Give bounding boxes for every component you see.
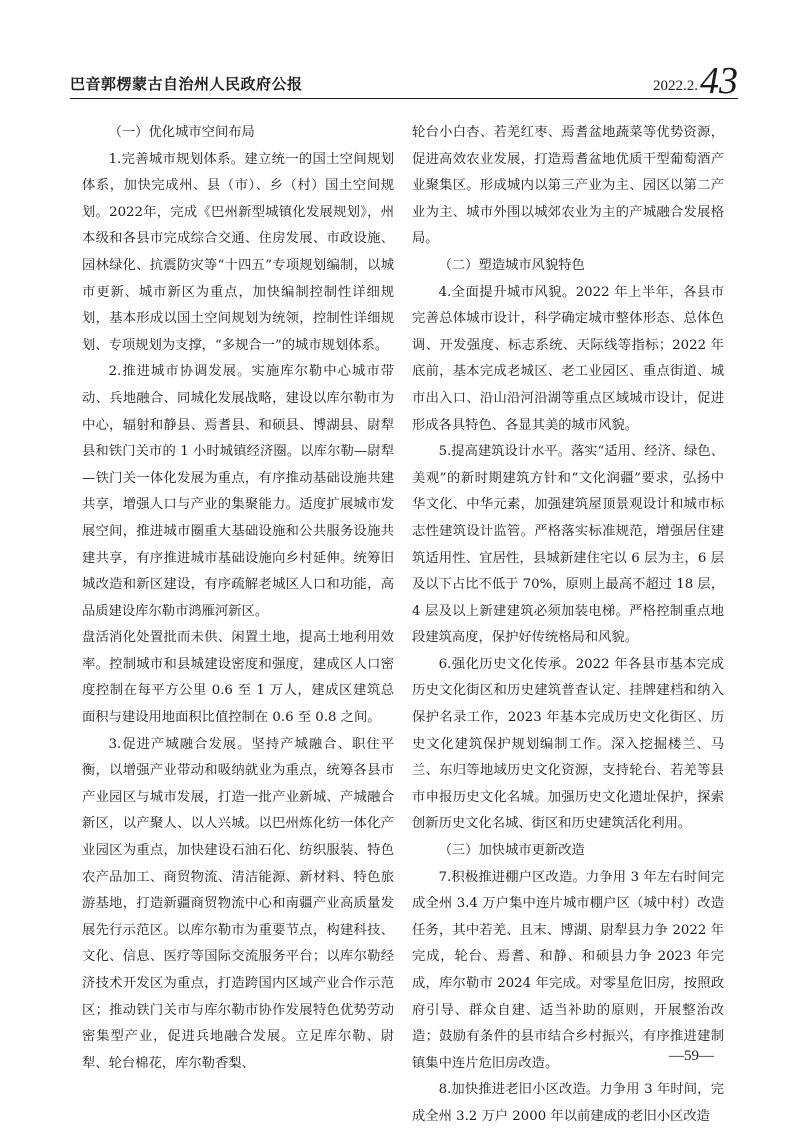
gazette-title: 巴音郭楞蒙古自治州人民政府公报 — [70, 75, 303, 93]
paragraph: 盘活消化处置批而未供、闲置土地，提高土地利用效率。控制城市和县城建设密度和强度，建成区人口密度控制在每平方公里 0.6 至 1 万人，建成区建筑总面积与建设用地面积比值控制在 0.6 至 0.8 之间。 — [82, 630, 394, 726]
section-heading: （三）加快城市更新改造 — [438, 843, 585, 859]
page-footer — [0, 1048, 790, 1072]
paragraph: 2.推进城市协调发展。实施库尔勒中心城市带动、兵地融合、同城化发展战略，建设以库尔勒市为中心，辐射和静县、焉耆县、和硕县、博湖县、尉犁县和铁门关市的 1 小时城镇经济圈。以库尔勒—尉犁—铁门关一体化发展为重点，有序推动基础设施共建共享，增强人口与产业的集聚能力。适度扩展城市发展空间，推进城市圈重大基础设施和公共服务设施共建共享，有序推进城市基础设施向乡村延伸。统筹旧城改造和新区建设，有序疏解老城区人口和功能，高品质建设库尔勒市鸿雁河新区。 — [82, 364, 394, 619]
paragraph: 7.积极推进棚户区改造。力争用 3 年左右时间完成全州 3.4 万户集中连片城市棚户区（城中村）改造任务，其中若羌、且末、博湖、尉犁县力争 2022 年完成，轮台、焉耆、和静、和硕县力争 2023 年完成，库尔勒市 2024 年完成。对零星危旧房，按照政府引导、群众自建、适当补助的原则，开展整治改造；鼓励有条件的县市结合乡村振兴，有序推进建制镇集中连片危旧房改造。 — [412, 869, 724, 1071]
paragraph: 6.强化历史文化传承。2022 年各县市基本完成历史文化街区和历史建筑普查认定、挂牌建档和纳入保护名录工作，2023 年基本完成历史文化街区、历史文化建筑保护规划编制工作。深入挖掘楼兰、马兰、东归等地域历史文化资源，支持轮台、若羌等县市申报历史文化名城。加强历史文化遗址保护，探索创新历史文化名城、街区和历史建筑活化利用。 — [412, 656, 724, 832]
issue-date: 2022.2. — [653, 78, 698, 94]
page-number: —59— — [669, 1048, 714, 1064]
paragraph: 轮台小白杏、若羌红枣、焉耆盆地蔬菜等优势资源，促进高效农业发展，打造焉耆盆地优质干型葡萄酒产业聚集区。形成城内以第三产业为主、园区以第二产业为主、城市外围以城郊农业为主的产城融合发展格局。 — [412, 125, 724, 247]
right-column — [412, 120, 724, 1131]
paragraph: 5.提高建筑设计水平。落实“适用、经济、绿色、美观”的新时期建筑方针和“文化润疆”要求，弘扬中华文化、中华元素，加强建筑屋顶景观设计和城市标志性建筑设计监管。严格落实标准规范，增强居住建筑适用性、宜居性，县城新建住宅以 6 层为主，6 层及以下占比不低于 70%，原则上最高不超过 18 层，4 层及以上新建建筑必须加装电梯。严格控制重点地段建筑高度，保护好传统格局和风貌。 — [412, 444, 725, 646]
header-divider — [70, 98, 738, 99]
section-heading: （一）优化城市空间布局 — [108, 125, 255, 140]
paragraph: 3.促进产城融合发展。坚持产城融合、职住平衡，以增强产业带动和吸纳就业为重点，统筹各县市产业园区与城市发展，打造一批产业新城、产城融合新区，以产聚人、以人兴城。以巴州炼化纺一体化产业园区为重点，加快建设石油石化、纺织服装、特色农产品加工、商贸物流、清洁能源、新材料、特色旅游基地，打造新疆商贸物流中心和南疆产业高质量发展先行示范区。以库尔勒市为重要节点，构建科技、文化、信息、医疗等国际交流服务平台；以库尔勒经济技术开发区为重点，打造跨国内区域产业合作示范区；推动铁门关市与库尔勒市协作发展特色优势劳动密集型产业，促进兵地融合发展。立足库尔勒、尉犁、轮台棉花，库尔勒香梨、 — [82, 736, 394, 1071]
issue-number: 43 — [700, 60, 738, 102]
section-heading: （二）塑造城市风貌特色 — [438, 257, 585, 273]
paragraph: 4.全面提升城市风貌。2022 年上半年，各县市完善总体城市设计，科学确定城市整体形态、总体色调、开发强度、标志系统、天际线等指标；2022 年底前，基本完成老城区、老工业园区、重点街道、城市出入口、沿山沿河沿湖等重点区域城市设计，促进形成各具特色、各显其美的城市风貌。 — [412, 284, 724, 433]
left-column — [82, 120, 394, 1077]
page-header — [70, 58, 738, 102]
paragraph: 1.完善城市规划体系。建立统一的国土空间规划体系，加快完成州、县（市）、乡（村）国土空间规划。2022年，完成《巴州新型城镇化发展规划》，州本级和各县市完成综合交通、住房发展、市政设施、园林绿化、抗震防灾等“十四五”专项规划编制，以城市更新、城市新区为重点，加快编制控制性详细规划，基本形成以国土空间规划为统领，控制性详细规划、专项规划为支撑，“多规合一”的城市规划体系。 — [82, 151, 394, 353]
paragraph: 8.加快推进老旧小区改造。力争用 3 年时间，完成全州 3.2 万户 2000 年以前建成的老旧小区改造 — [412, 1082, 724, 1124]
